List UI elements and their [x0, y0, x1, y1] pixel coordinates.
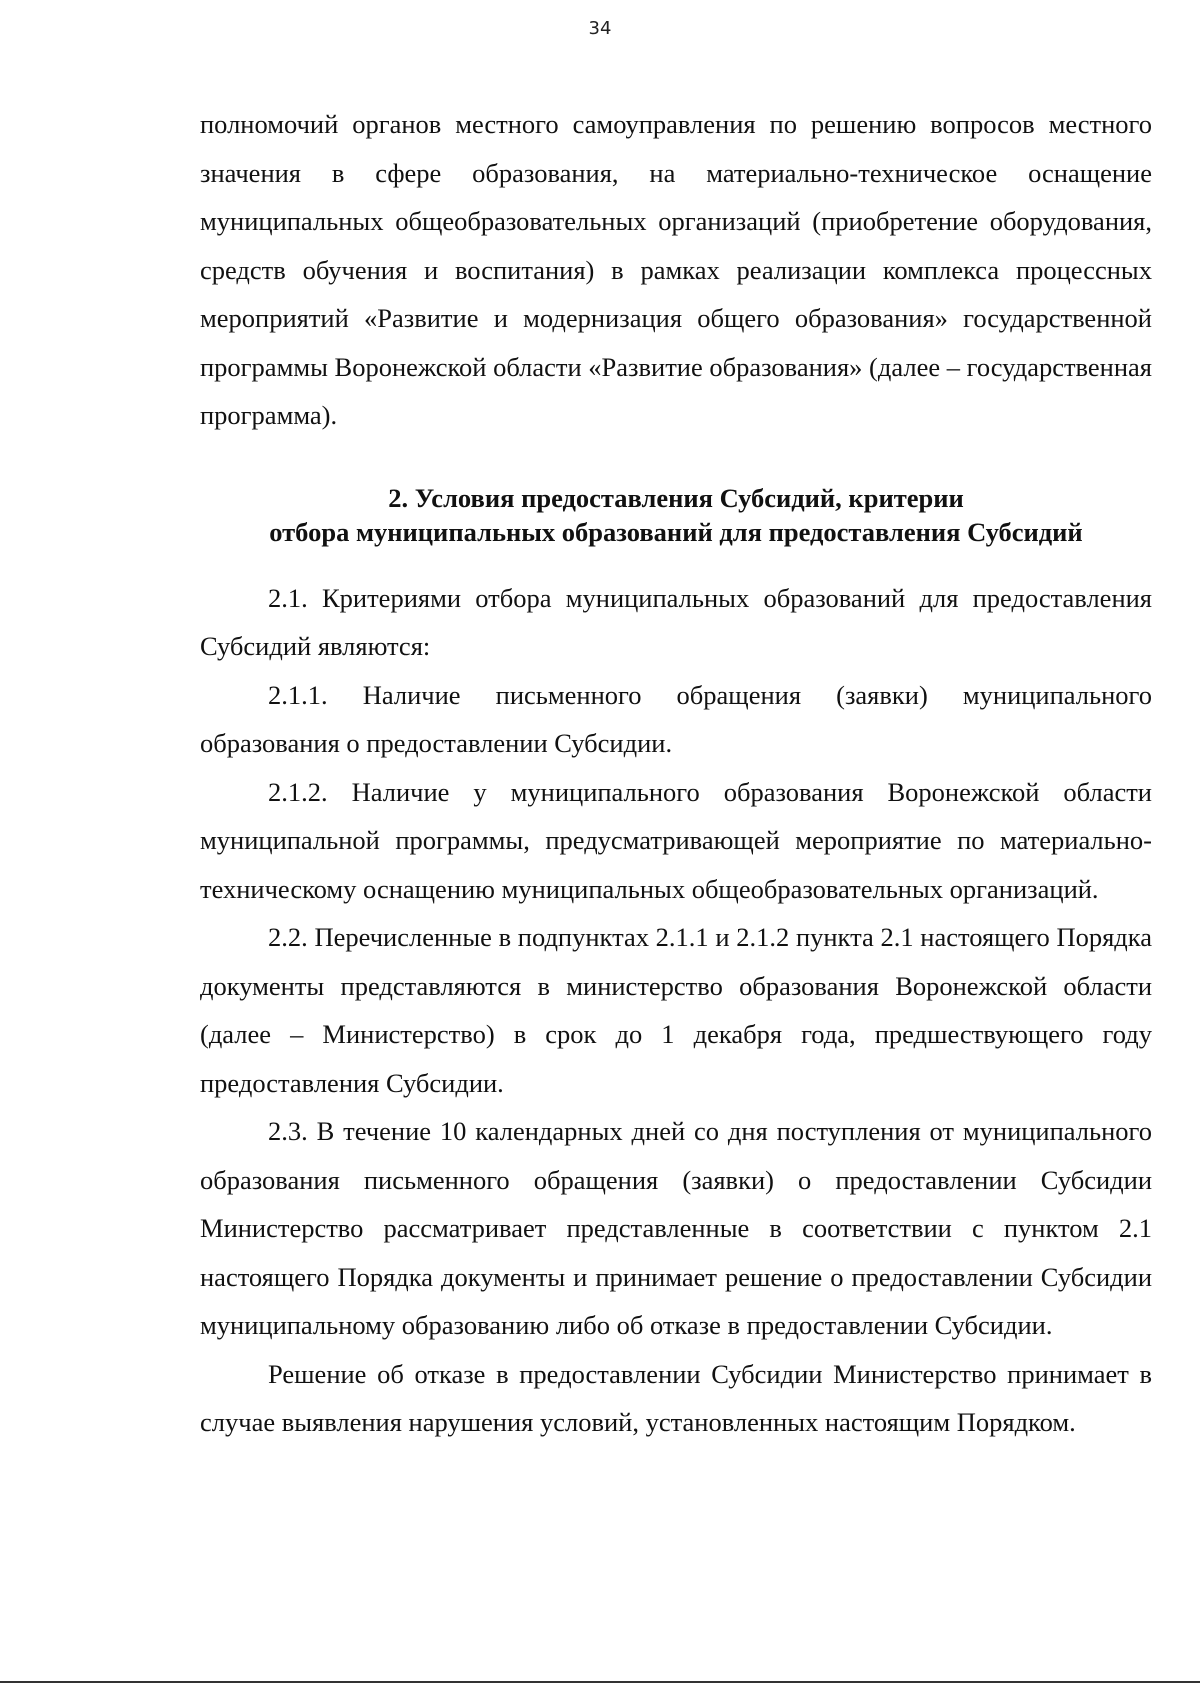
paragraph-2-3: 2.3. В течение 10 календарных дней со дня поступления от муниципального образования письменного обращения (заявки) о предоставлении Субсидии Министерство рассматривает представленные в соответствии с пунктом 2.1 настоящего Порядка документы и принимает решение о предоставлении Субсидии муниципальному образованию либо об отказе в предоставлении Субсидии.: [200, 1116, 1152, 1340]
section-heading-line-1: 2. Условия предоставления Субсидий, критерии: [388, 482, 964, 513]
section-heading-line-2: отбора муниципальных образований для предоставления Субсидий: [269, 516, 1083, 547]
paragraph-2-1: 2.1. Критериями отбора муниципальных образований для предоставления Субсидий являются:: [200, 582, 1152, 661]
paragraph-2-1-1: 2.1.1. Наличие письменного обращения (заявки) муниципального образования о предоставлении Субсидии.: [200, 679, 1152, 758]
paragraph-2-1-2: 2.1.2. Наличие у муниципального образования Воронежской области муниципальной программы, предусматривающей мероприятие по материально-техническому оснащению муниципальных общеобразовательных организаций.: [200, 776, 1152, 904]
document-body: [200, 100, 1152, 1447]
intro-paragraph: полномочий органов местного самоуправления по решению вопросов местного значения в сфере образования, на материально-техническое оснащение муниципальных общеобразовательных организаций (приобретение оборудования, средств обучения и воспитания) в рамках реализации комплекса процессных мероприятий «Развитие и модернизация общего образования» государственной программы Воронежской области «Развитие образования» (далее – государственная программа).: [200, 109, 1152, 430]
paragraph-2-2: 2.2. Перечисленные в подпунктах 2.1.1 и 2.1.2 пункта 2.1 настоящего Порядка документы представляются в министерство образования Воронежской области (далее – Министерство) в срок до 1 декабря года, предшествующего году предоставления Субсидии.: [200, 922, 1152, 1098]
footer-rule: [0, 1681, 1200, 1683]
page-number: 34: [588, 18, 612, 39]
paragraph-refusal-decision: Решение об отказе в предоставлении Субсидии Министерство принимает в случае выявления нарушения условий, установленных настоящим Порядком.: [200, 1358, 1152, 1437]
section-heading: [200, 481, 1152, 549]
